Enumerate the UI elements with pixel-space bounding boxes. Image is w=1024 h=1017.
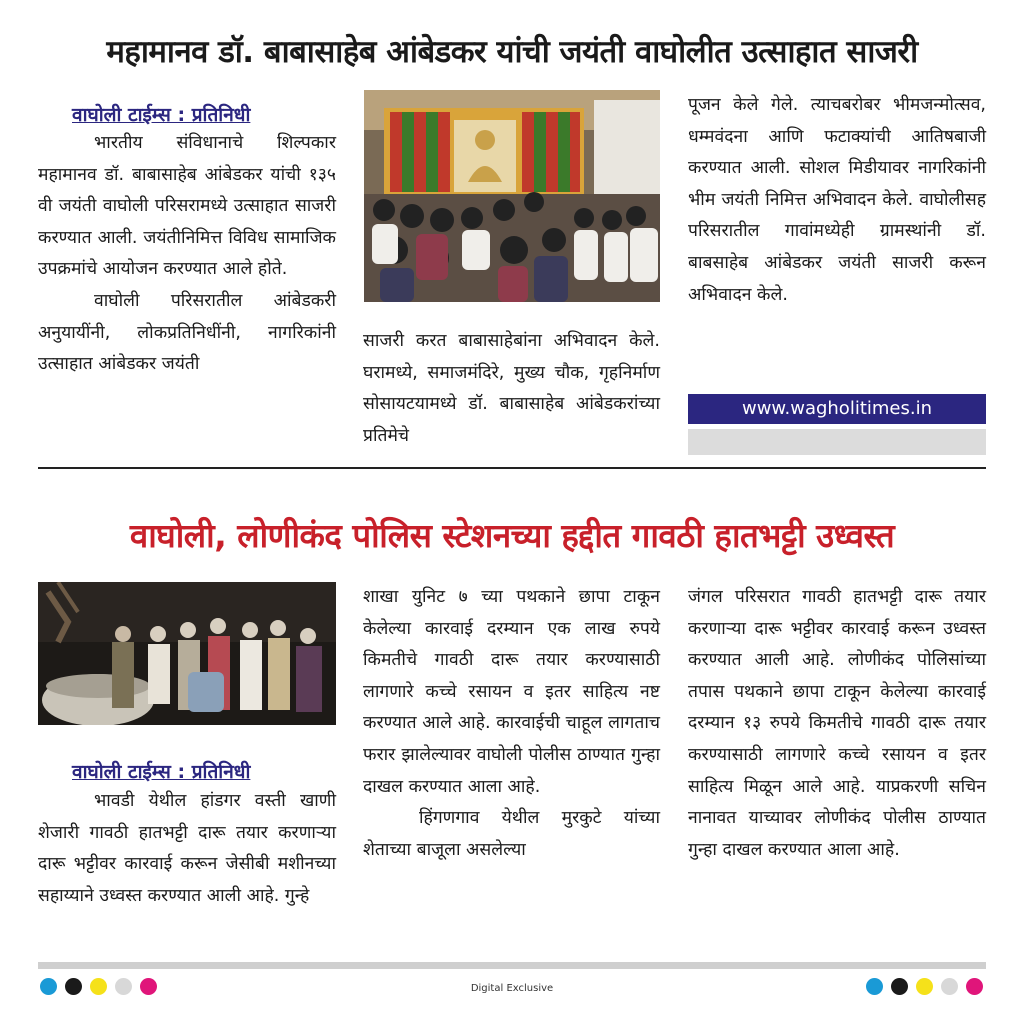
article2-col3-paragraph: जंगल परिसरात गावठी हातभट्टी दारू तयार करणाऱ्या दारू भट्टीवर कारवाई करून उध्वस्त करण्यात आली आहे. लोणीकंद पोलिसांच्या तपास पथकाने छापा टाकून केलेल्या कारवाई दरम्यान १३ रुपये किमतीचे गावठी दारू तयार करण्यासाठी लागणारे कच्चे रसायन व इतर साहित्य मिळून आले आहे. याप्रकरणी सचिन नानावत याच्यावर लोणीकंद पोलीस ठाण्यात गुन्हा दाखल करण्यात आला आहे.	[688, 587, 986, 860]
article2-column-3	[688, 582, 986, 866]
article1-byline: वाघोली टाईम्स : प्रतिनिधी	[72, 104, 251, 126]
article2-column-1	[38, 786, 336, 912]
article1-column-3	[688, 90, 986, 311]
police-team-image	[38, 582, 336, 725]
jayanti-gathering-image	[364, 90, 660, 302]
footer-dots-right	[866, 978, 996, 998]
article1-column-2	[363, 326, 660, 452]
color-dot-cyan	[866, 978, 883, 995]
article1-photo	[364, 90, 660, 302]
footer-bar	[38, 962, 986, 969]
article1-col3-paragraph: पूजन केले गेले. त्याचबरोबर भीमजन्मोत्सव, धम्मवंदना आणि फटाक्यांची आतिषबाजी करण्यात आली. सोशल मिडीयावर नागरिकांनी भीम जयंती निमित्त अभिवादन केले. वाघोलीसह परिसरातील गावांमध्येही ग्रामस्थांनी डॉ. बाबसाहेब आंबेडकर जयंती साजरी करून अभिवादन केले.	[688, 95, 986, 305]
article1-col1-paragraph-2: वाघोली परिसरातील आंबेडकरी अनुयायींनी, लोकप्रतिनिधींनी, नागरिकांनी उत्साहात आंबेडकर जयंती	[38, 290, 336, 375]
article2-headline: वाघोली, लोणीकंद पोलिस स्टेशनच्या हद्दीत गावठी हातभट्टी उध्वस्त	[129, 516, 895, 555]
article2-col2-paragraph-1: शाखा युनिट ७ च्या पथकाने छापा टाकून केलेल्या कारवाई दरम्यान एक लाख रुपये किमतीचे गावठी दारू तयार करण्यासाठी लागणारे कच्चे रसायन व इतर साहित्य नष्ट करण्यात आले आहे. कारवाईची चाहूल लागताच फरार झालेल्यावर वाघोली पोलीस ठाण्यात गुन्हा दाखल करण्यात आला आहे.	[363, 587, 660, 797]
article2-photo	[38, 582, 336, 725]
color-dot-black	[891, 978, 908, 995]
article1-column-1	[38, 128, 336, 381]
color-dot-grey	[941, 978, 958, 995]
article2-col2-paragraph-2: हिंगणगाव येथील मुरकुटे यांच्या शेताच्या बाजूला असलेल्या	[363, 808, 660, 860]
website-banner[interactable]: www.wagholitimes.in	[688, 394, 986, 424]
footer-label: Digital Exclusive	[470, 983, 554, 994]
article2-col1-paragraph: भावडी येथील हांडगर वस्ती खाणी शेजारी गावठी हातभट्टी दारू तयार करणाऱ्या दारू भट्टीवर कारवाई करून जेसीबी मशीनच्या सहाय्याने उध्वस्त करण्यात आली आहे. गुन्हे	[38, 791, 336, 906]
article2-column-2	[363, 582, 660, 866]
color-dot-magenta	[966, 978, 983, 995]
grey-strip	[688, 429, 986, 455]
section-divider	[38, 467, 986, 469]
article1-headline: महामानव डॉ. बाबासाहेब आंबेडकर यांची जयंती वाघोलीत उत्साहात साजरी	[106, 34, 918, 70]
article1-col1-paragraph-1: भारतीय संविधानाचे शिल्पकार महामानव डॉ. बाबासाहेब आंबेडकर यांची १३५ वी जयंती वाघोली परिसरामध्ये उत्साहात साजरी करण्यात आली. जयंतीनिमित्त विविध सामाजिक उपक्रमांचे आयोजन करण्यात आले होते.	[38, 133, 336, 280]
article1-col2-paragraph: साजरी करत बाबासाहेबांना अभिवादन केले. घरामध्ये, समाजमंदिरे, मुख्य चौक, गृहनिर्माण सोसायटयामध्ये डॉ. बाबासाहेब आंबेडकरांच्या प्रतिमेचे	[363, 331, 660, 446]
article2-byline: वाघोली टाईम्स : प्रतिनिधी	[72, 761, 251, 783]
color-dot-yellow	[916, 978, 933, 995]
